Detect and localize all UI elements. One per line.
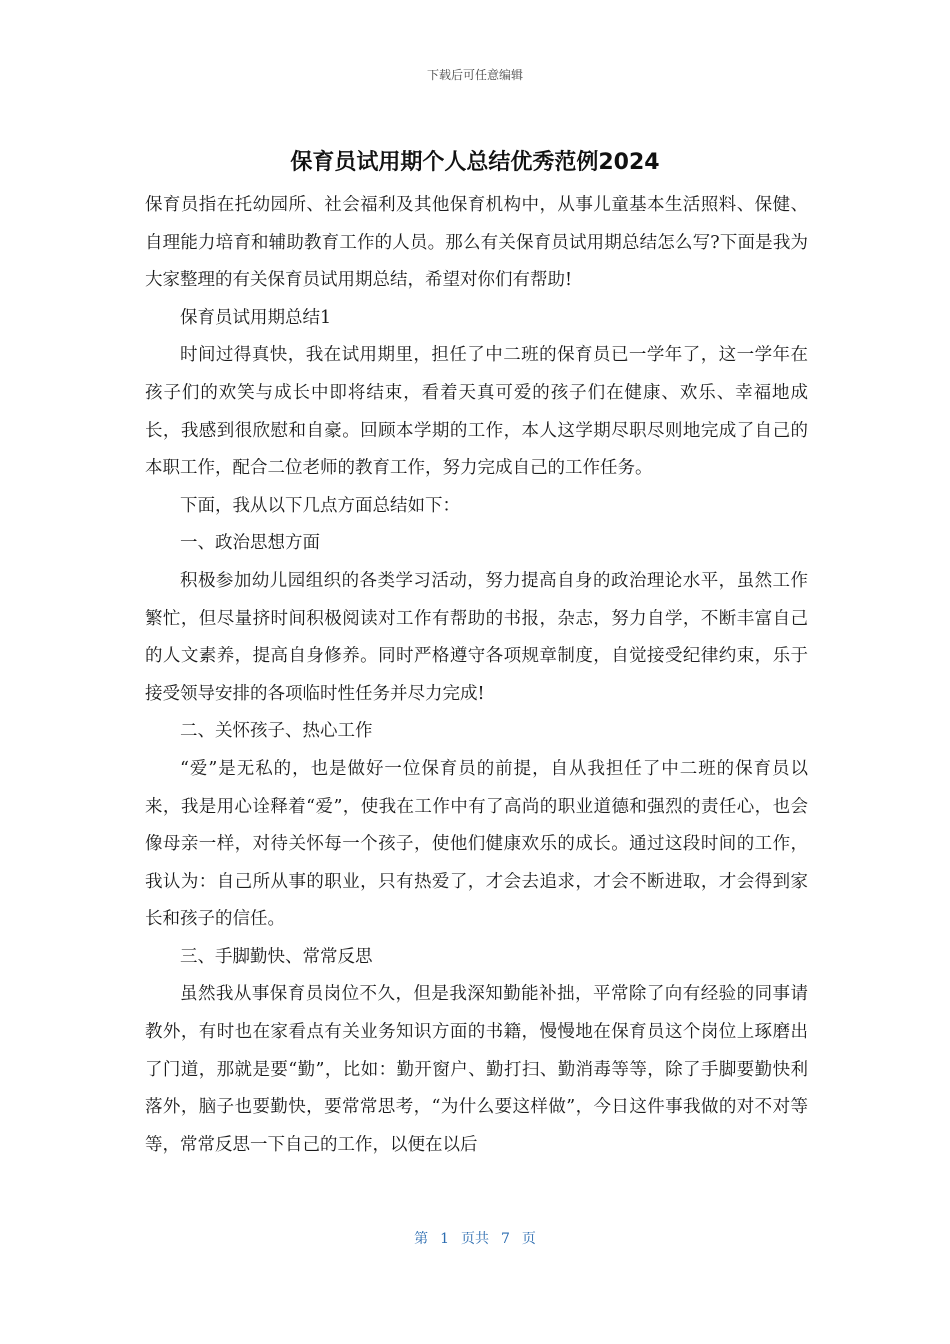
section-heading-summary-1: 保育员试用期总结1: [180, 307, 332, 328]
body-paragraph: “爱”是无私的，也是做好一位保育员的前提，自从我担任了中二班的保育员以来，我是用心诠释着“爱”，使我在工作中有了高尚的职业道德和强烈的责任心，也会像母亲一样，对待关怀每一个孩子，使他们健康欢乐的成长。通过这段时间的工作，我认为：自己所从事的职业，只有热爱了，才会去追求，才会不断进取，才会得到家长和孩子的信任。: [145, 758, 808, 930]
page-total: 7: [501, 1231, 510, 1247]
document-title: 保育员试用期个人总结优秀范例2024: [290, 150, 660, 175]
section-heading-care: 二、关怀孩子、热心工作: [180, 721, 373, 742]
page-middle: 页共: [461, 1231, 489, 1247]
page-prefix: 第: [414, 1231, 429, 1247]
body-paragraph: 积极参加幼儿园组织的各类学习活动，努力提高自身的政治理论水平，虽然工作繁忙，但尽量挤时间积极阅读对工作有帮助的书报，杂志，努力自学，不断丰富自己的人文素养，提高自身修养。同时严格遵守各项规章制度，自觉接受纪律约束，乐于接受领导安排的各项临时性任务并尽力完成!: [145, 570, 808, 704]
page-footer: [0, 1228, 950, 1250]
page-number: 1: [440, 1231, 449, 1247]
intro-paragraph: 保育员指在托幼园所、社会福利及其他保育机构中，从事儿童基本生活照料、保健、自理能力培育和辅助教育工作的人员。那么有关保育员试用期总结怎么写?下面是我为大家整理的有关保育员试用期总结，希望对你们有帮助!: [145, 195, 808, 291]
body-paragraph: 时间过得真快，我在试用期里，担任了中二班的保育员已一学年了，这一学年在孩子们的欢笑与成长中即将结束，看着天真可爱的孩子们在健康、欢乐、幸福地成长，我感到很欣慰和自豪。回顾本学期的工作，本人这学期尽职尽则地完成了自己的本职工作，配合二位老师的教育工作，努力完成自己的工作任务。: [145, 345, 808, 479]
page-suffix: 页: [521, 1231, 536, 1247]
section-heading-diligence: 三、手脚勤快、常常反思: [180, 946, 373, 967]
document-body: [145, 187, 808, 1164]
section-heading-politics: 一、政治思想方面: [180, 533, 320, 554]
body-paragraph: 下面，我从以下几点方面总结如下：: [180, 495, 460, 516]
page-header-note: 下载后可任意编辑: [426, 68, 523, 82]
body-paragraph: 虽然我从事保育员岗位不久，但是我深知勤能补拙，平常除了向有经验的同事请教外，有时也在家看点有关业务知识方面的书籍，慢慢地在保育员这个岗位上琢磨出了门道，那就是要“勤”，比如：勤开窗户、勤打扫、勤消毒等等，除了手脚要勤快利落外，脑子也要勤快，要常常思考，“为什么要这样做”，今日这件事我做的对不对等等，常常反思一下自己的工作，以便在以后: [145, 984, 808, 1155]
